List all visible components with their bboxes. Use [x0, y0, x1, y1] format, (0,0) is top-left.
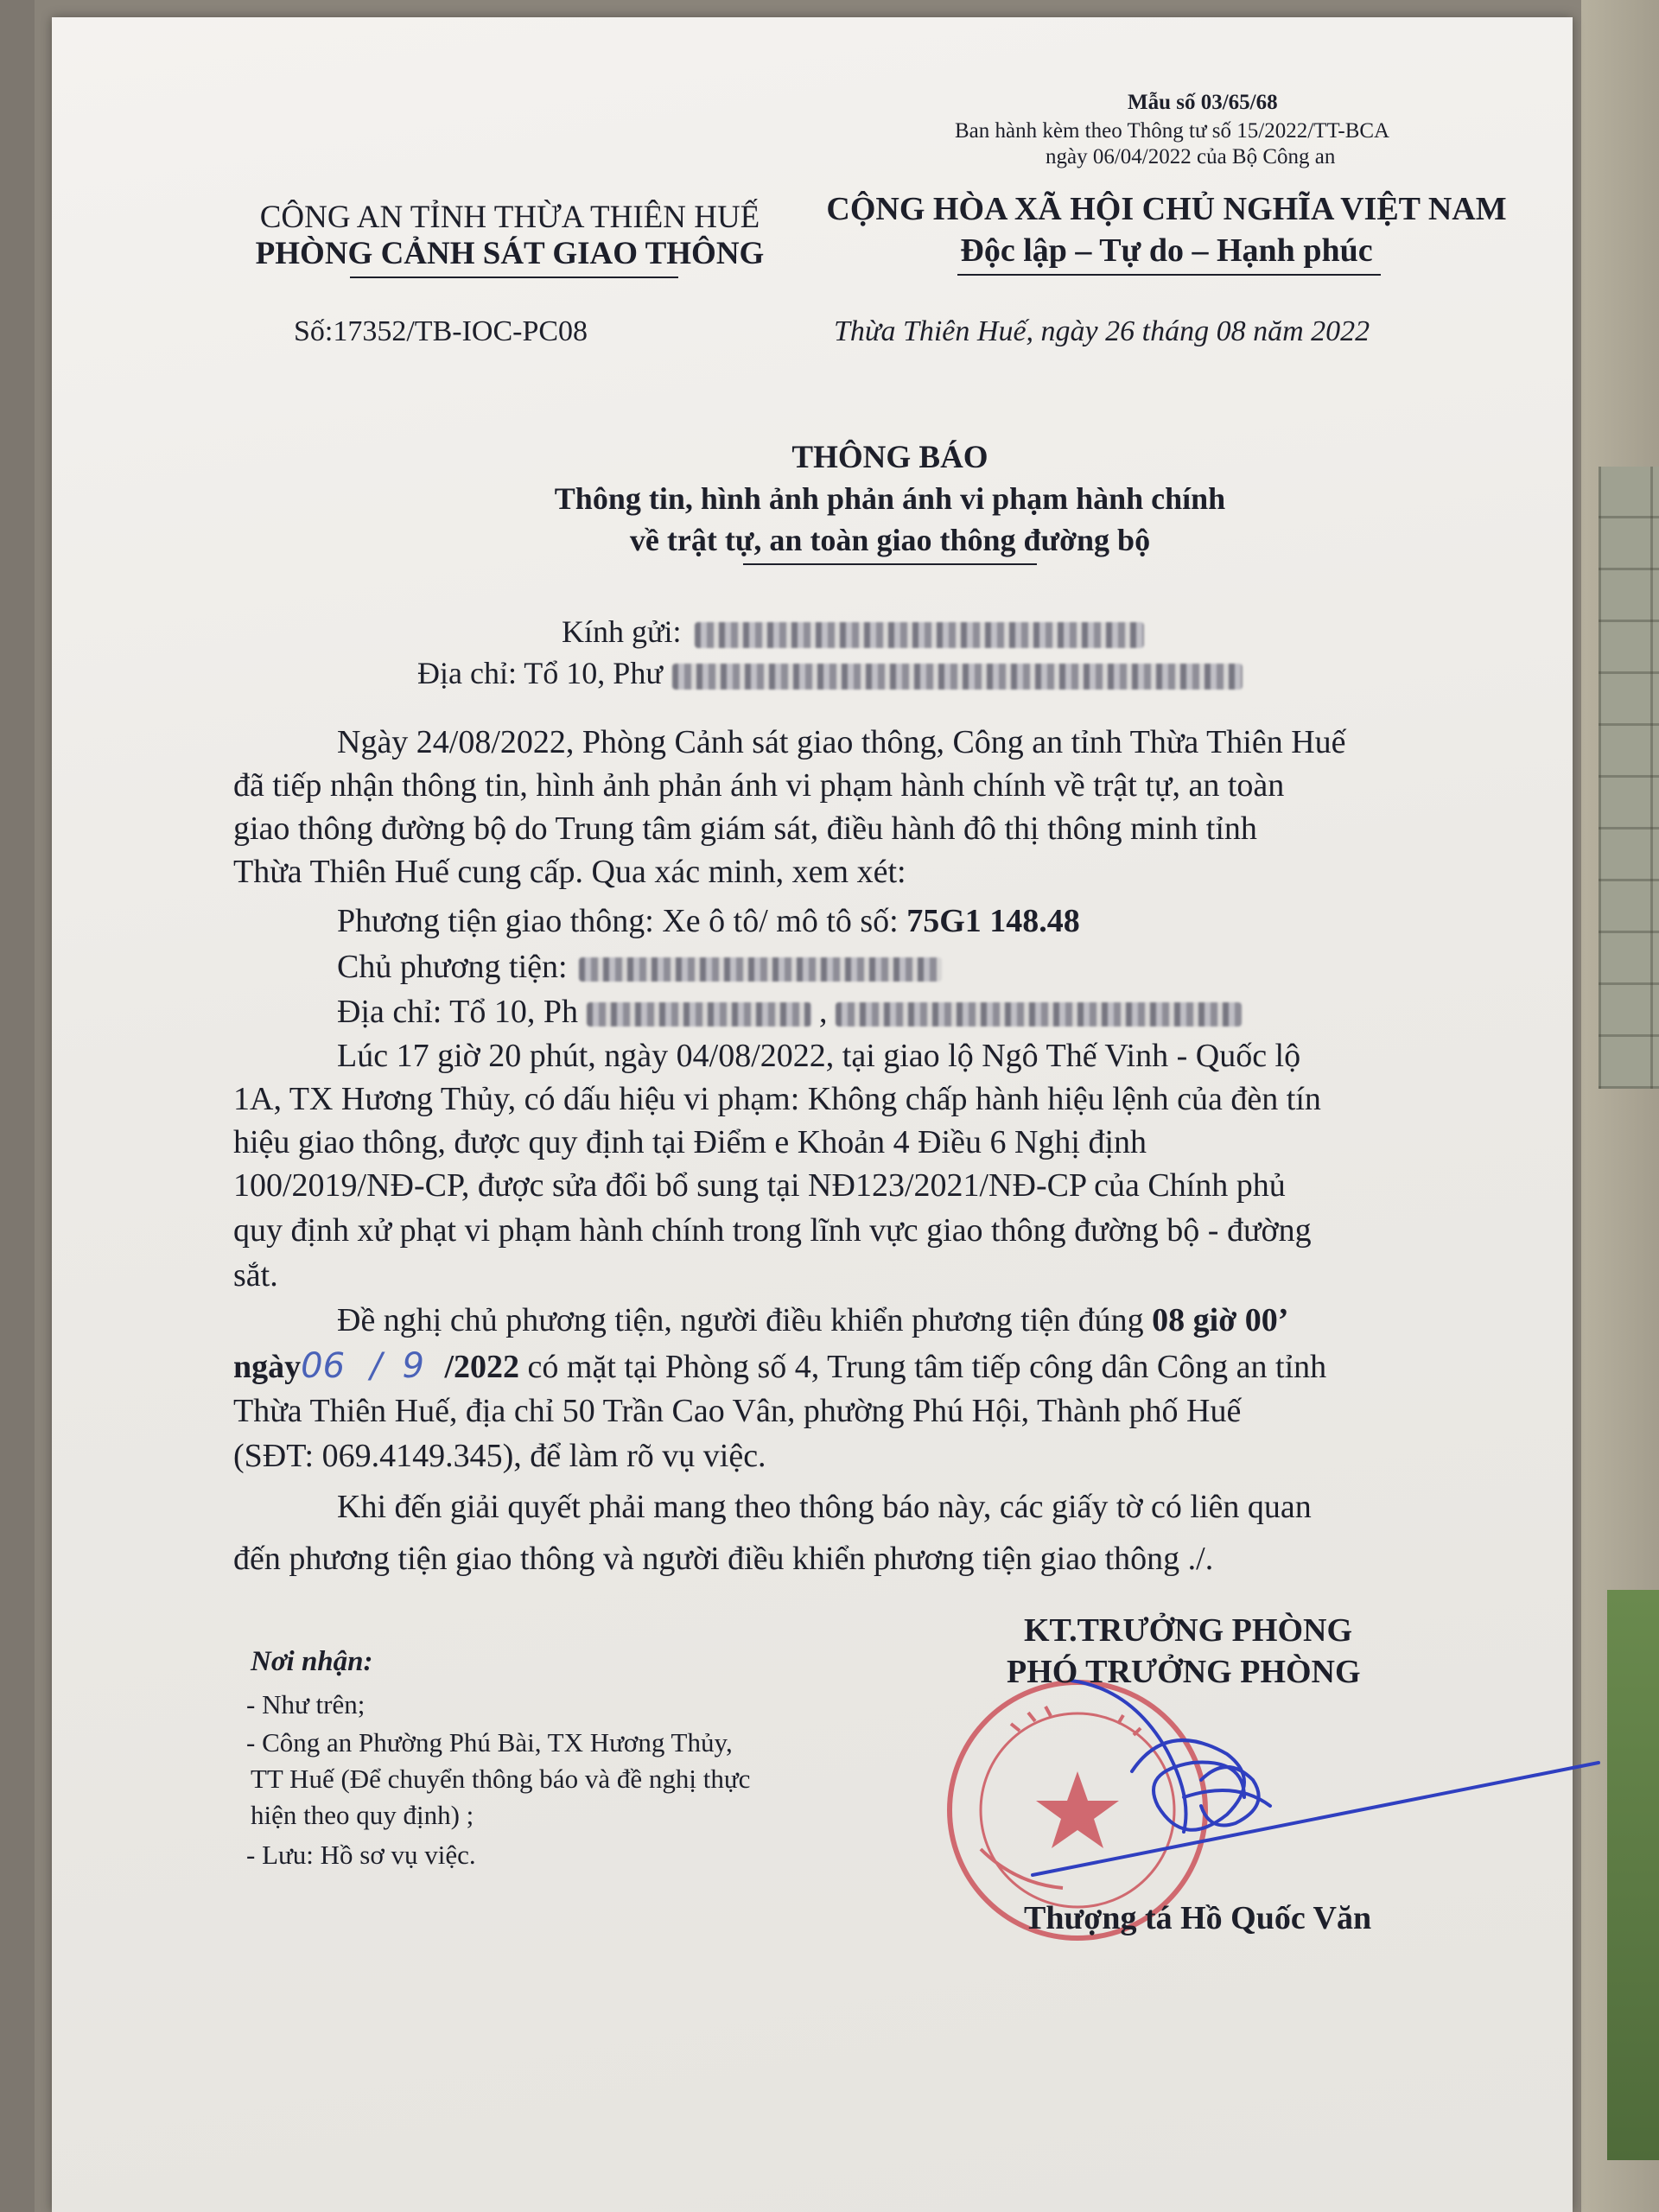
signer-name: Thượng tá Hồ Quốc Văn — [1024, 1900, 1372, 1936]
para3-line3: Thừa Thiên Huế, địa chỉ 50 Trần Cao Vân, phường Phú Hội, Thành phố Huế — [233, 1393, 1242, 1429]
department-name: PHÒNG CẢNH SÁT GIAO THÔNG — [255, 236, 765, 271]
vehicle-label: Phương tiện giao thông: Xe ô tô/ mô tô số: — [337, 903, 899, 939]
document-page — [52, 17, 1573, 2212]
recipients-title: Nơi nhận: — [251, 1646, 373, 1677]
background-left — [0, 0, 35, 2212]
handwritten-month: 9 — [402, 1346, 424, 1386]
recipient-address-label: Địa chỉ: Tổ 10, Phư — [417, 656, 663, 690]
owner-address-label: Địa chỉ: Tổ 10, Ph — [337, 994, 579, 1030]
para3-line4: (SĐT: 069.4149.345), để làm rõ vụ việc. — [233, 1438, 766, 1474]
appointment-text: Đề nghị chủ phương tiện, người điều khiển phương tiện đúng — [337, 1302, 1144, 1338]
para2-line4: 100/2019/NĐ-CP, được sửa đổi bổ sung tại NĐ123/2021/NĐ-CP của Chính phủ — [233, 1167, 1286, 1204]
para2-line2: 1A, TX Hương Thủy, có dấu hiệu vi phạm: Không chấp hành hiệu lệnh của đèn tín — [233, 1081, 1321, 1117]
para1-line3: giao thông đường bộ do Trung tâm giám sát, điều hành đô thị thông minh tỉnh — [233, 810, 1257, 847]
recipient-label: Kính gửi: — [562, 614, 682, 649]
para2-line3: hiệu giao thông, được quy định tại Điểm e Khoản 4 Điều 6 Nghị định — [233, 1124, 1147, 1160]
republic-name: CỘNG HÒA XÃ HỘI CHỦ NGHĨA VIỆT NAM — [826, 191, 1507, 227]
owner-label: Chủ phương tiện: — [337, 949, 568, 985]
recipients-item-3: - Lưu: Hồ sơ vụ việc. — [246, 1840, 476, 1870]
appointment-place: có mặt tại Phòng số 4, Trung tâm tiếp công dân Công an tỉnh — [527, 1349, 1327, 1385]
handwritten-slash: / — [370, 1346, 383, 1386]
signature-title-2: PHÓ TRƯỞNG PHÒNG — [1007, 1654, 1361, 1690]
para2-line6: sắt. — [233, 1257, 278, 1294]
recipients-item-1: - Như trên; — [246, 1689, 365, 1719]
para4-line1: Khi đến giải quyết phải mang theo thông báo này, các giấy tờ có liên quan — [337, 1489, 1312, 1525]
issued-by-line: Ban hành kèm theo Thông tư số 15/2022/TT-BCA — [955, 119, 1390, 143]
document-number: Số:17352/TB-IOC-PC08 — [294, 315, 588, 347]
issued-date-line: ngày 06/04/2022 của Bộ Công an — [1046, 145, 1336, 168]
national-motto: Độc lập – Tự do – Hạnh phúc — [960, 232, 1373, 269]
agency-name: CÔNG AN TỈNH THỪA THIÊN HUẾ — [259, 200, 760, 235]
form-number: Mẫu số 03/65/68 — [1128, 91, 1278, 114]
signature-title-1: KT.TRƯỞNG PHÒNG — [1024, 1612, 1352, 1649]
appointment-year: /2022 — [444, 1349, 520, 1385]
document-subtitle-2: về trật tự, an toàn giao thông đường bộ — [629, 523, 1151, 557]
place-date: Thừa Thiên Huế, ngày 26 tháng 08 năm 2022 — [834, 315, 1370, 347]
stamp-star-icon — [1036, 1771, 1119, 1848]
document-subtitle-1: Thông tin, hình ảnh phản ánh vi phạm hành chính — [554, 481, 1226, 516]
recipients-item-2-cont2: hiện theo quy định) ; — [251, 1800, 474, 1830]
handwritten-day: 06 — [301, 1346, 346, 1386]
vehicle-plate: 75G1 148.48 — [906, 903, 1080, 939]
background-green-object — [1607, 1590, 1659, 2160]
background-tiles — [1599, 467, 1659, 1089]
para2-line5: quy định xử phạt vi phạm hành chính trong lĩnh vực giao thông đường bộ - đường — [233, 1212, 1312, 1249]
para1-line4: Thừa Thiên Huế cung cấp. Qua xác minh, xem xét: — [233, 854, 906, 890]
para1-line2: đã tiếp nhận thông tin, hình ảnh phản ánh vi phạm hành chính về trật tự, an toàn — [233, 767, 1285, 804]
appointment-day-label: ngày — [233, 1349, 302, 1385]
para2-line1: Lúc 17 giờ 20 phút, ngày 04/08/2022, tại giao lộ Ngô Thế Vinh - Quốc lộ — [337, 1038, 1301, 1074]
owner-address-comma: , — [819, 994, 828, 1030]
recipients-item-2: - Công an Phường Phú Bài, TX Hương Thủy, — [246, 1727, 733, 1758]
stamp-signature-layer — [52, 17, 1573, 2212]
document-title: THÔNG BÁO — [791, 440, 988, 475]
appointment-time: 08 giờ 00’ — [1152, 1302, 1289, 1338]
handwritten-signature — [1033, 1681, 1599, 1875]
para1-line1: Ngày 24/08/2022, Phòng Cảnh sát giao thông, Công an tỉnh Thừa Thiên Huế — [337, 724, 1346, 760]
recipients-item-2-cont: TT Huế (Để chuyển thông báo và đề nghị thực — [251, 1764, 751, 1794]
para4-line2: đến phương tiện giao thông và người điều khiển phương tiện giao thông ./. — [233, 1541, 1214, 1577]
